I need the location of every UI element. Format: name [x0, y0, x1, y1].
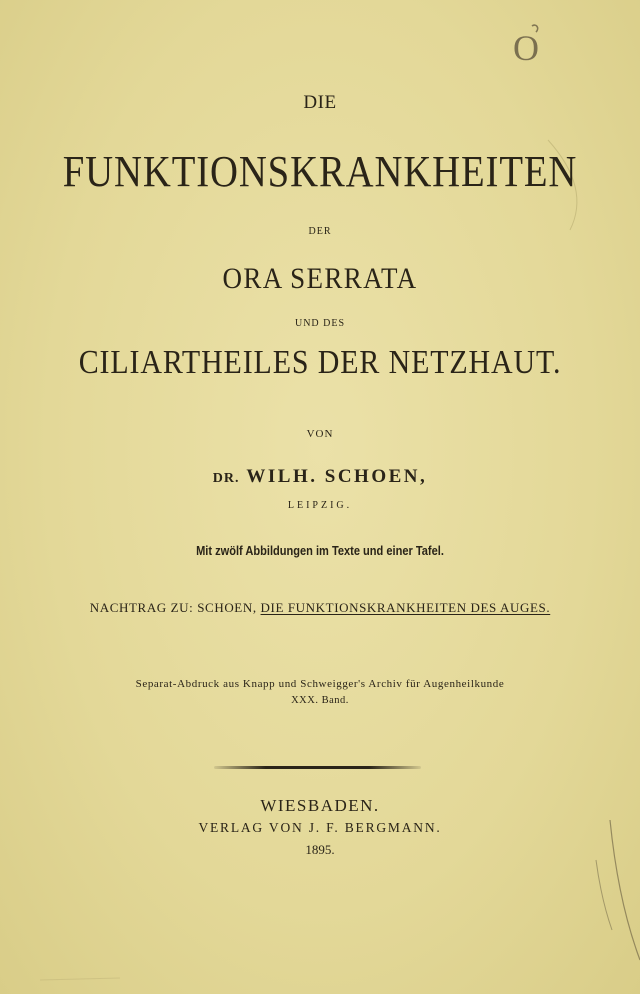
nachtrag-prefix: NACHTRAG ZU: SCHOEN, [89, 600, 261, 615]
author-line [0, 466, 640, 488]
nachtrag-book-title: DIE FUNKTIONSKRANKHEITEN DES AUGES. [260, 600, 551, 615]
author-prefix: DR. [212, 471, 240, 486]
publication-year: 1895. [305, 842, 335, 857]
library-stamp [506, 20, 546, 76]
title-und-des: UND DES [294, 318, 346, 329]
author-name: WILH. SCHOEN, [246, 466, 428, 487]
title-von: VON [306, 428, 334, 440]
stamp-letter: O [513, 28, 539, 68]
nachtrag-line [0, 600, 640, 616]
illustrations-note: Mit zwölf Abbildungen im Texte und einer Tafel. [196, 543, 444, 558]
title-die: DIE [303, 92, 337, 113]
main-title: FUNKTIONSKRANKHEITEN [62, 147, 578, 196]
band-note: XXX. Band. [291, 695, 349, 706]
author-city: LEIPZIG. [287, 500, 353, 511]
publisher: VERLAG VON J. F. BERGMANN. [198, 820, 442, 835]
separat-note: Separat-Abdruck aus Knapp und Schweigger's Archiv für Augenheilkunde [135, 678, 505, 690]
title-der: DER [308, 226, 332, 237]
publication-place: WIESBADEN. [260, 796, 380, 815]
subtitle-ciliartheiles: CILIARTHEILES DER NETZHAUT. [78, 344, 562, 381]
decorative-rule [214, 766, 421, 769]
subtitle-ora-serrata: ORA SERRATA [222, 262, 418, 295]
